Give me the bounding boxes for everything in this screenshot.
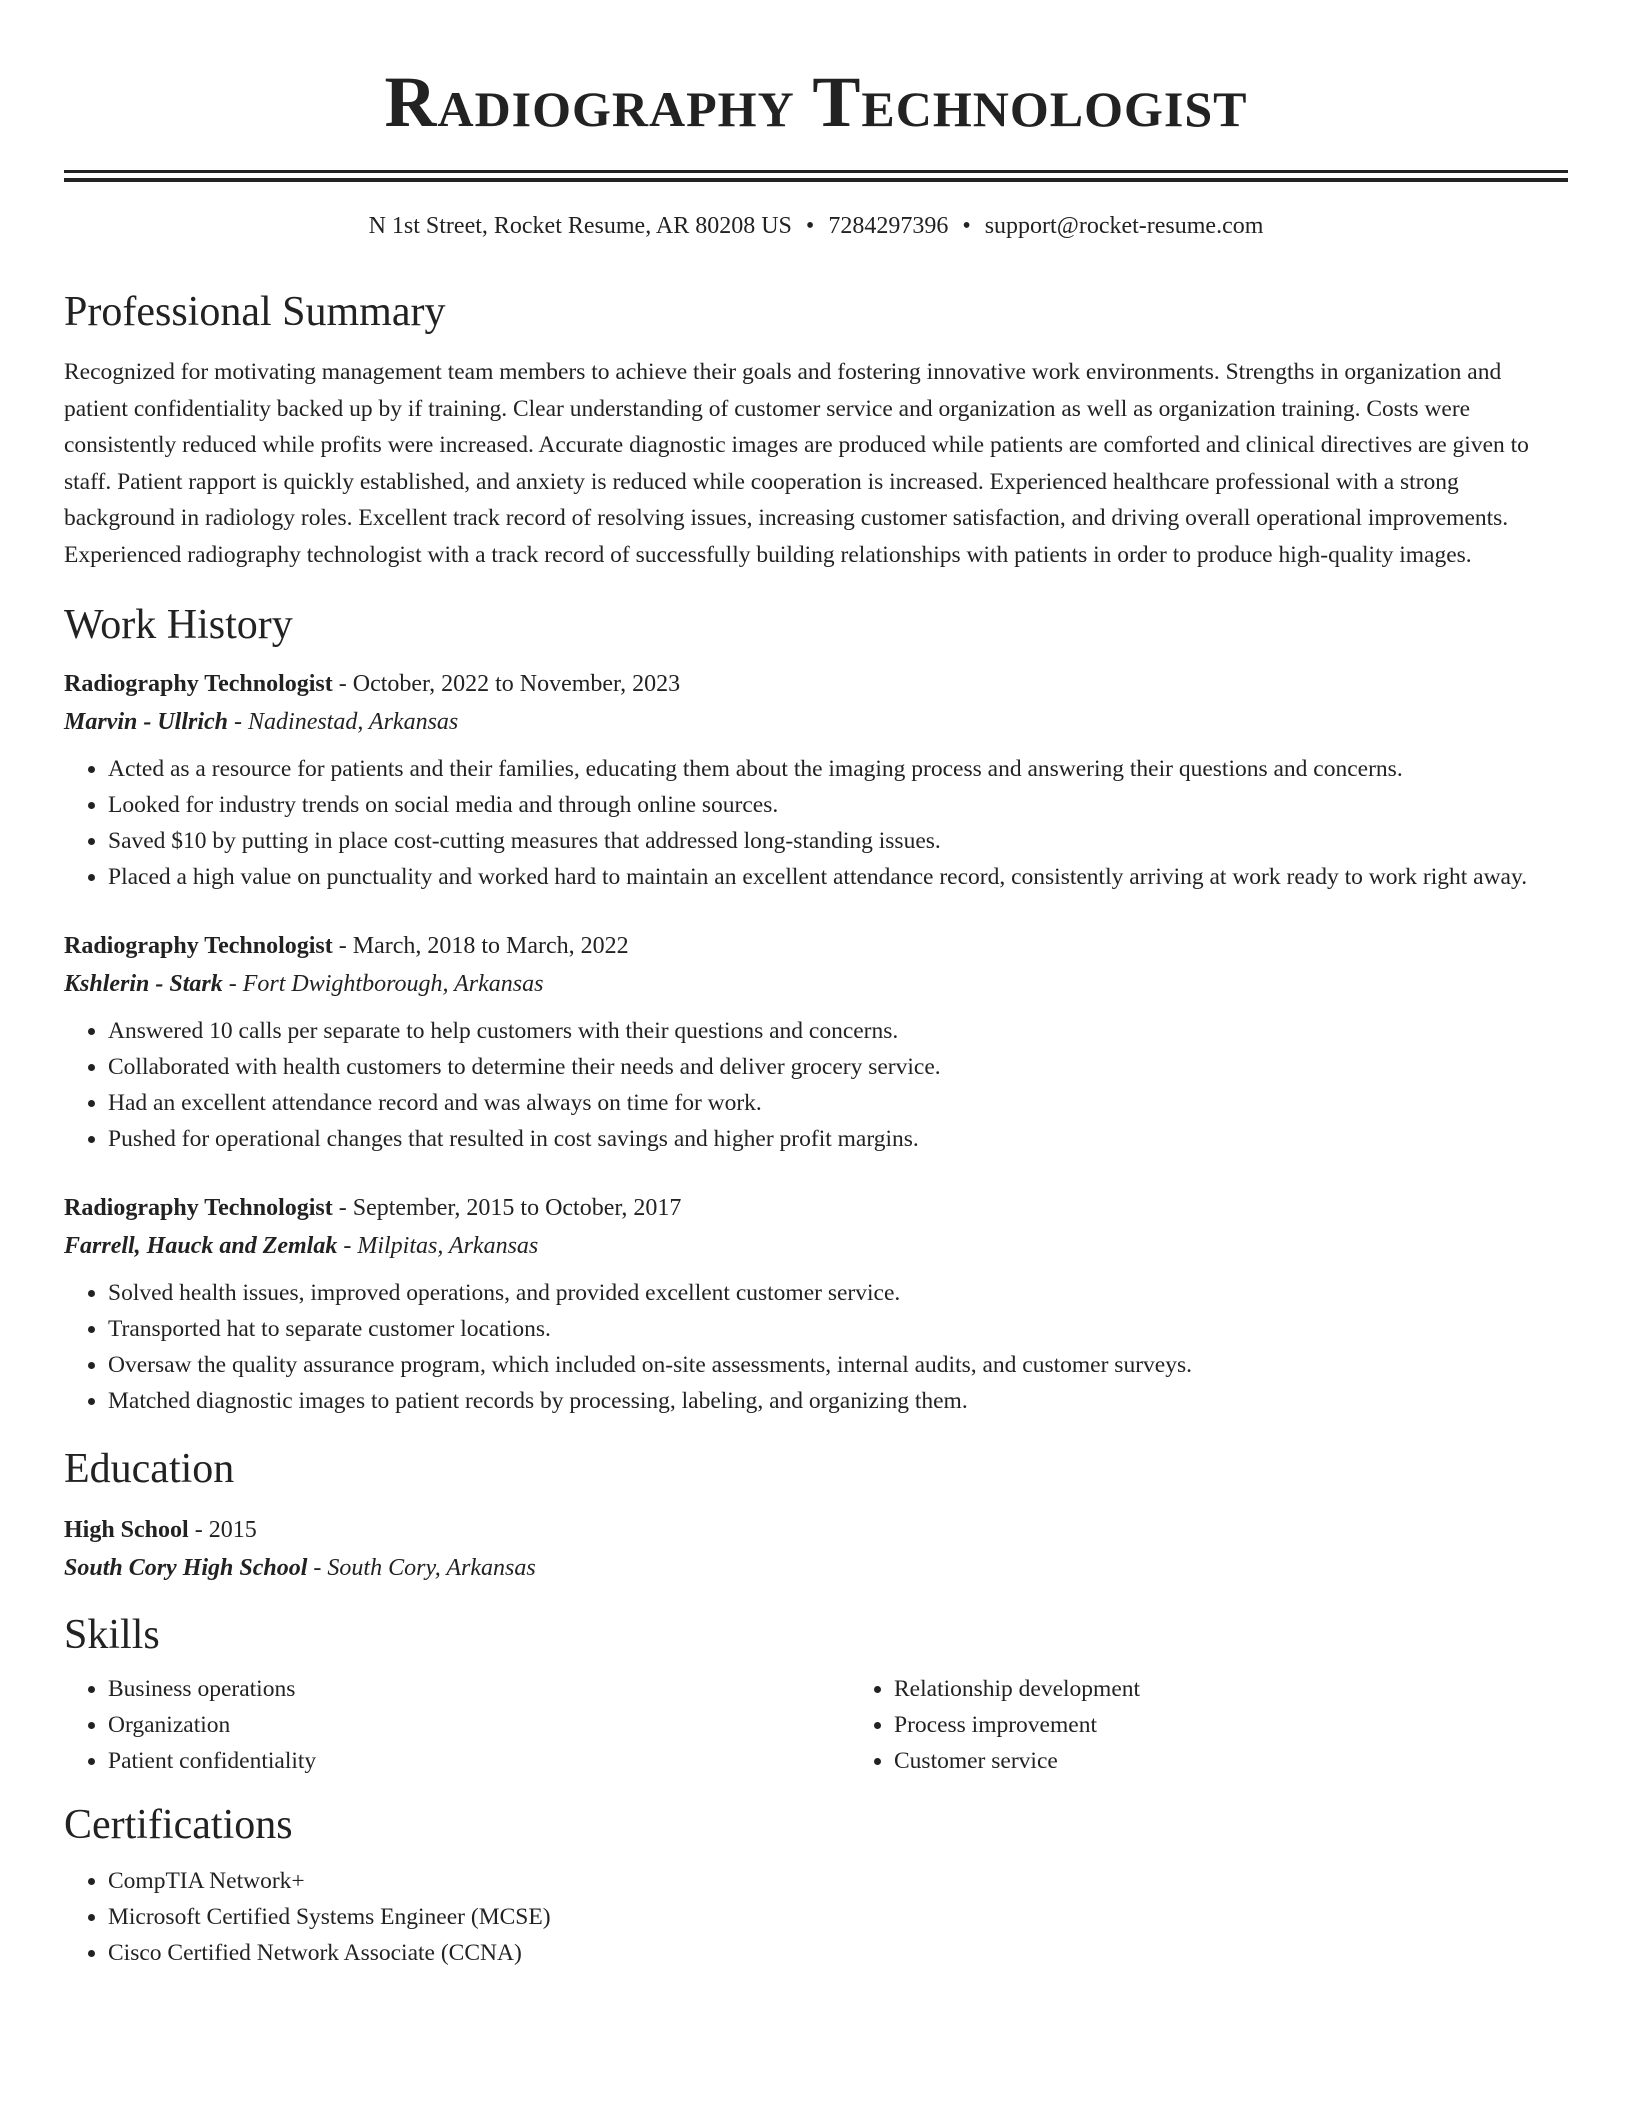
job-bullet: • Solved health issues, improved operations, and provided excellent customer service.: [108, 1275, 1568, 1311]
education-year: 2015: [208, 1517, 257, 1543]
job-bullet-list: [64, 1013, 1568, 1157]
dash: -: [337, 1233, 358, 1259]
section-heading-work-history: Work History: [64, 602, 293, 648]
job-title-line: [64, 927, 1568, 965]
certifications-list: [64, 1863, 1568, 1971]
job-bullet: • Transported hat to separate customer locations.: [108, 1311, 1568, 1347]
contact-address: N 1st Street, Rocket Resume, AR 80208 US: [368, 213, 792, 239]
job-bullet: • Collaborated with health customers to determine their needs and deliver grocery service.: [108, 1049, 1568, 1085]
job-bullet: • Pushed for operational changes that resulted in cost savings and higher profit margins.: [108, 1121, 1568, 1157]
education-school: South Cory High School: [64, 1555, 308, 1581]
job-location: Fort Dwightborough, Arkansas: [242, 971, 544, 997]
contact-email: support@rocket-resume.com: [984, 213, 1264, 239]
skills-column-right: [850, 1671, 1632, 1779]
certification-item: • CompTIA Network+: [108, 1863, 1568, 1899]
education-location: South Cory, Arkansas: [327, 1555, 536, 1581]
job-bullet: • Looked for industry trends on social media and through online sources.: [108, 787, 1568, 823]
job-company: Marvin - Ullrich: [64, 709, 229, 735]
certification-item: • Cisco Certified Network Associate (CCNA): [108, 1935, 1568, 1971]
skill-item: • Organization: [108, 1707, 850, 1743]
job-title-line: [64, 1189, 1568, 1227]
job-dates: March, 2018 to March, 2022: [352, 933, 629, 959]
dash: -: [222, 971, 243, 997]
job-bullet: • Had an excellent attendance record and was always on time for work.: [108, 1085, 1568, 1121]
skill-item: • Business operations: [108, 1671, 850, 1707]
job-company: Kshlerin - Stark: [64, 971, 223, 997]
dash: -: [188, 1517, 209, 1543]
skills-grid: [64, 1671, 1568, 1779]
job-title: Radiography Technologist: [64, 933, 333, 959]
job-bullet: • Acted as a resource for patients and their families, educating them about the imaging process and answering their questions and concerns.: [108, 751, 1568, 787]
contact-separator: •: [962, 213, 971, 239]
job-location: Nadinestad, Arkansas: [248, 709, 459, 735]
section-heading-education: Education: [64, 1446, 235, 1492]
job-bullet: • Placed a high value on punctuality and worked hard to maintain an excellent attendance record, consistently arriving at work ready to work right away.: [108, 859, 1568, 895]
contact-line: [64, 210, 1568, 242]
job-company-line: [64, 965, 1568, 1003]
education-degree-line: [64, 1511, 1568, 1549]
dash: -: [332, 1195, 353, 1221]
dash: -: [228, 709, 249, 735]
job-bullet: • Saved $10 by putting in place cost-cutting measures that addressed long-standing issues.: [108, 823, 1568, 859]
education-school-line: [64, 1549, 1568, 1587]
job-title: Radiography Technologist: [64, 1195, 333, 1221]
job-bullet-list: [64, 751, 1568, 895]
education-entry: [64, 1511, 1568, 1587]
dash: -: [332, 933, 353, 959]
section-heading-skills: Skills: [64, 1612, 160, 1658]
job-title-line: [64, 665, 1568, 703]
certification-item: • Microsoft Certified Systems Engineer (MCSE): [108, 1899, 1568, 1935]
section-heading-certifications: Certifications: [64, 1802, 293, 1848]
job-title: Radiography Technologist: [64, 671, 333, 697]
skill-item: • Process improvement: [894, 1707, 1632, 1743]
section-heading-summary: Professional Summary: [64, 289, 446, 335]
header-divider-thick: [64, 170, 1568, 173]
contact-separator: •: [805, 213, 815, 239]
resume-name-title: Radiography Technologist: [384, 62, 1248, 142]
job-bullet: • Answered 10 calls per separate to help customers with their questions and concerns.: [108, 1013, 1568, 1049]
job-dates: September, 2015 to October, 2017: [352, 1195, 682, 1221]
education-degree: High School: [64, 1517, 189, 1543]
dash: -: [332, 671, 353, 697]
job-company-line: [64, 703, 1568, 741]
skill-item: • Relationship development: [894, 1671, 1632, 1707]
job-company: Farrell, Hauck and Zemlak: [64, 1233, 338, 1259]
job-bullet-list: [64, 1275, 1568, 1419]
skill-item: • Customer service: [894, 1743, 1632, 1779]
job-location: Milpitas, Arkansas: [357, 1233, 539, 1259]
job-company-line: [64, 1227, 1568, 1265]
contact-phone: 7284297396: [828, 213, 949, 239]
skill-item: • Patient confidentiality: [108, 1743, 850, 1779]
job-entry: [64, 665, 1568, 895]
resume-page: [64, 0, 1568, 1971]
job-bullet: • Oversaw the quality assurance program, which included on-site assessments, internal audits, and customer surveys.: [108, 1347, 1568, 1383]
job-entry: [64, 1189, 1568, 1419]
job-dates: October, 2022 to November, 2023: [352, 671, 681, 697]
summary-paragraph: Recognized for motivating management team members to achieve their goals and fostering innovative work environments. Strengths in organization and patient confidentiality backed up by if training. Clear understanding of customer service and organization as well as organization training. Costs were consistently reduced while profits were increased. Accurate diagnostic images are produced while patients are comforted and clinical directives are given to staff. Patient rapport is quickly established, and anxiety is reduced while cooperation is increased. Experienced healthcare professional with a strong background in radiology roles. Excellent track record of resolving issues, increasing customer satisfaction, and driving overall operational improvements. Experienced radiography technologist with a track record of successfully building relationships with patients in order to produce high-quality images.: [64, 359, 1529, 568]
dash: -: [307, 1555, 328, 1581]
header-divider-thin: [64, 178, 1568, 182]
job-entry: [64, 927, 1568, 1157]
job-bullet: • Matched diagnostic images to patient records by processing, labeling, and organizing them.: [108, 1383, 1568, 1419]
skills-column-left: [64, 1671, 850, 1779]
